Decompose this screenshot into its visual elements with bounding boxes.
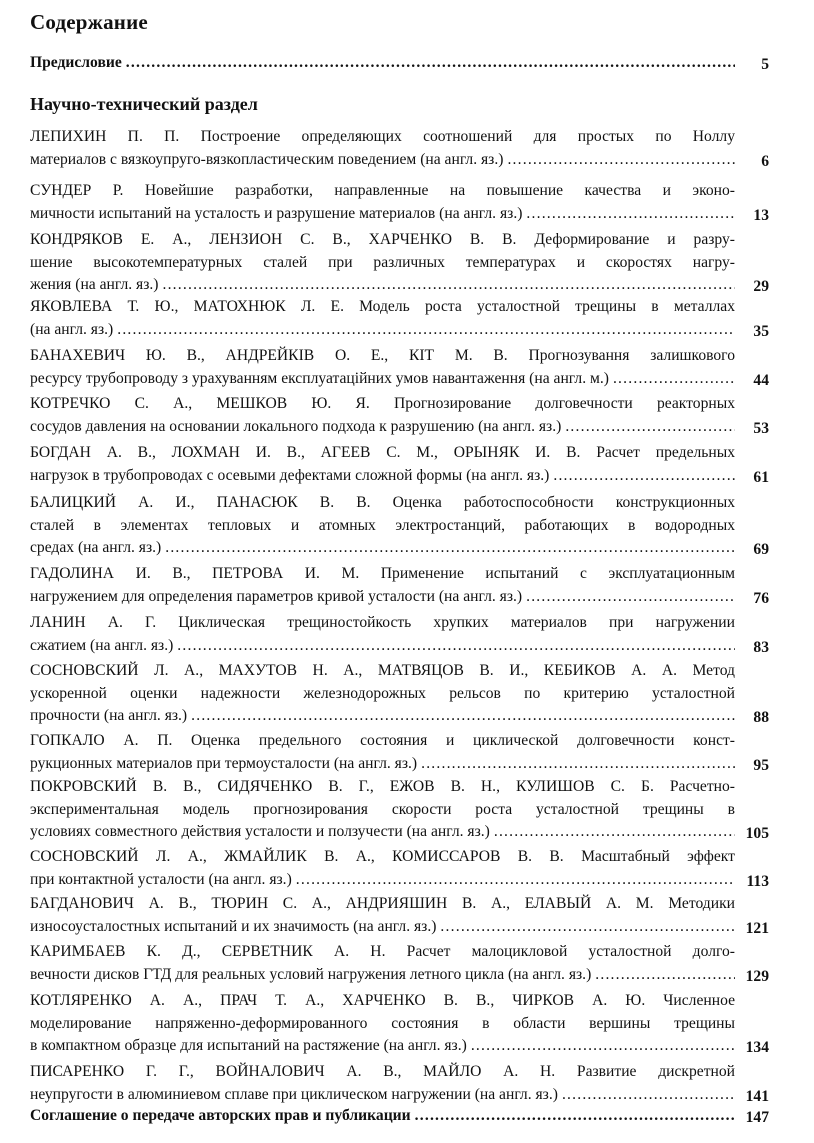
entry-text: в компактном образце для испытаний на растяжение (на англ. яз.): [30, 1037, 467, 1055]
toc-entry: [30, 941, 769, 986]
toc-entry: [30, 296, 769, 341]
entry-line: ЛАНИН А. Г. Циклическая трещиностойкость хрупких материалов при нагружении: [30, 614, 735, 631]
entry-line: СУНДЕР Р. Новейшие разработки, направленные на повышение качества и эконо-: [30, 182, 735, 199]
entry-line: [30, 52, 735, 75]
entry-line: ПОКРОВСКИЙ В. В., СИДЯЧЕНКО В. Г., ЕЖОВ В. Н., КУЛИШОВ С. Б. Расчетно-: [30, 778, 735, 795]
entry-text: сжатием (на англ. яз.): [30, 636, 174, 654]
entry-line: [30, 821, 735, 844]
entry-text: средах (на англ. яз.): [30, 539, 162, 557]
page-number: 129: [745, 967, 769, 985]
entry-text: неупругости в алюминиевом сплаве при циклическом нагружении (на англ. яз.): [30, 1085, 558, 1103]
dot-leader: [162, 274, 735, 297]
entry-text: рукционных материалов при термоусталости (на англ. яз.): [30, 754, 418, 772]
entry-text: Соглашение о передаче авторских прав и публикации: [30, 1107, 411, 1124]
entry-line: [30, 964, 735, 987]
dot-leader: [165, 537, 735, 560]
contents-heading: Содержание: [30, 10, 148, 34]
entry-text: ресурсу трубопроводу з урахуванням експлуатаційних умов навантаження (на англ. м.): [30, 369, 609, 387]
toc-entry: [30, 660, 769, 728]
dot-leader: [415, 1105, 735, 1128]
dot-leader: [126, 52, 735, 75]
page-number: 69: [753, 541, 769, 559]
page-number: 134: [745, 1039, 769, 1057]
entry-text: прочности (на англ. яз.): [30, 707, 188, 725]
toc-entry-agreement: [30, 1105, 769, 1128]
toc-entry: [30, 393, 769, 438]
toc-entry: [30, 229, 769, 297]
entry-line: [30, 149, 735, 172]
entry-text: нагружением для определения параметров кривой усталости (на англ. яз.): [30, 587, 523, 605]
entry-line: [30, 869, 735, 892]
toc-entry: [30, 126, 769, 171]
toc-entry: [30, 1061, 769, 1106]
toc-entry: [30, 492, 769, 560]
entry-line: [30, 416, 735, 439]
page-number: 53: [753, 419, 769, 437]
entry-line: экспериментальная модель прогнозирования скорости роста усталостной трещины в: [30, 800, 735, 818]
entry-line: [30, 916, 735, 939]
page-number: 6: [761, 152, 769, 170]
dot-leader: [177, 635, 735, 658]
entry-line: [30, 1105, 735, 1128]
entry-text: жения (на англ. яз.): [30, 276, 159, 294]
page-number: 95: [753, 756, 769, 774]
entry-line: ПИСАРЕНКО Г. Г., ВОЙНАЛОВИЧ А. В., МАЙЛО А. Н. Развитие дискретной: [30, 1063, 735, 1080]
entry-text: условиях совместного действия усталости и ползучести (на англ. яз.): [30, 823, 490, 841]
toc-entry: [30, 563, 769, 608]
entry-line: сталей в элементах тепловых и атомных электростанций, работающих в водородных: [30, 516, 735, 534]
page-number: 61: [753, 468, 769, 486]
entry-line: [30, 635, 735, 658]
entry-line: [30, 368, 735, 391]
dot-leader: [526, 203, 735, 226]
entry-line: ГОПКАЛО А. П. Оценка предельного состояния и циклической долговечности конст-: [30, 732, 735, 749]
entry-text: Предисловие: [30, 54, 122, 71]
entry-line: [30, 705, 735, 728]
page-number: 29: [753, 278, 769, 296]
entry-line: БАЛИЦКИЙ А. И., ПАНАСЮК В. В. Оценка работоспособности конструкционных: [30, 494, 735, 511]
entry-text: износоусталостных испытаний и их значимость (на англ. яз.): [30, 917, 437, 935]
dot-leader: [296, 869, 735, 892]
entry-text: нагрузок в трубопроводах с осевыми дефектами сложной формы (на англ. яз.): [30, 466, 550, 484]
entry-line: ЛЕПИХИН П. П. Построение определяющих соотношений для простых по Ноллу: [30, 128, 735, 145]
dot-leader: [507, 149, 735, 172]
page-number: 83: [753, 638, 769, 656]
page-number: 76: [753, 589, 769, 607]
toc-entry: [30, 846, 769, 891]
page-number: 105: [745, 825, 769, 843]
entry-line: [30, 1084, 735, 1107]
entry-line: БАГДАНОВИЧ А. В., ТЮРИН С. А., АНДРИЯШИН В. А., ЕЛАВЫЙ А. М. Методики: [30, 895, 735, 912]
dot-leader: [565, 416, 735, 439]
entry-text: мичности испытаний на усталость и разрушение материалов (на англ. яз.): [30, 204, 523, 222]
entry-line: КОНДРЯКОВ Е. А., ЛЕНЗИОН С. В., ХАРЧЕНКО В. В. Деформирование и разру-: [30, 231, 735, 248]
dot-leader: [595, 964, 735, 987]
entry-line: ускоренной оценки надежности железнодорожных рельсов по критерию усталостной: [30, 684, 735, 702]
entry-line: ЯКОВЛЕВА Т. Ю., МАТОХНЮК Л. Е. Модель роста усталостной трещины в металлах: [30, 298, 735, 315]
dot-leader: [526, 586, 735, 609]
dot-leader: [191, 705, 735, 728]
entry-text: материалов с вязкоупруго-вязкопластическим поведением (на англ. яз.): [30, 150, 504, 168]
toc-entry: [30, 442, 769, 487]
toc-entry: [30, 612, 769, 657]
entry-text: (на англ. яз.): [30, 320, 114, 338]
entry-line: [30, 203, 735, 226]
page-number: 44: [753, 371, 769, 389]
entry-line: ГАДОЛИНА И. В., ПЕТРОВА И. М. Применение испытаний с эксплуатационным: [30, 565, 735, 582]
toc-entry: [30, 776, 769, 844]
page-number: 121: [745, 919, 769, 937]
page-number: 5: [761, 56, 769, 73]
page-number: 147: [745, 1109, 769, 1126]
page-number: 35: [753, 322, 769, 340]
entry-line: КОТРЕЧКО С. А., МЕШКОВ Ю. Я. Прогнозирование долговечности реакторных: [30, 395, 735, 412]
toc-entry: [30, 345, 769, 390]
page-number: 13: [753, 206, 769, 224]
dot-leader: [117, 319, 735, 342]
dot-leader: [421, 753, 735, 776]
entry-text: при контактной усталости (на англ. яз.): [30, 870, 292, 888]
entry-line: СОСНОВСКИЙ Л. А., ЖМАЙЛИК В. А., КОМИССАРОВ В. В. Масштабный эффект: [30, 848, 735, 865]
dot-leader: [613, 368, 735, 391]
entry-line: [30, 537, 735, 560]
entry-line: КОТЛЯРЕНКО А. А., ПРАЧ Т. А., ХАРЧЕНКО В. В., ЧИРКОВ А. Ю. Численное: [30, 992, 735, 1009]
toc-entry: [30, 180, 769, 225]
entry-line: моделирование напряженно-деформированного состояния в области вершины трещины: [30, 1014, 735, 1032]
toc-entry: [30, 893, 769, 938]
page-number: 113: [746, 872, 769, 890]
entry-line: [30, 1035, 735, 1058]
entry-line: БОГДАН А. В., ЛОХМАН И. В., АГЕЕВ С. М., ОРЫНЯК И. В. Расчет предельных: [30, 444, 735, 461]
dot-leader: [440, 916, 735, 939]
entry-line: КАРИМБАЕВ К. Д., СЕРВЕТНИК А. Н. Расчет малоцикловой усталостной долго-: [30, 943, 735, 960]
entry-line: шение высокотемпературных сталей при различных температурах и скоростях нагру-: [30, 253, 735, 271]
entry-line: [30, 274, 735, 297]
dot-leader: [494, 821, 735, 844]
entry-text: сосудов давления на основании локального подхода к разрушению (на англ. яз.): [30, 417, 562, 435]
entry-line: [30, 753, 735, 776]
entry-text: вечности дисков ГТД для реальных условий нагружения летного цикла (на англ. яз.): [30, 965, 592, 983]
toc-entry: [30, 990, 769, 1058]
entry-line: [30, 465, 735, 488]
entry-line: [30, 586, 735, 609]
page-number: 88: [753, 709, 769, 727]
toc-entry: [30, 730, 769, 775]
section-title: Научно-технический раздел: [30, 94, 258, 114]
dot-leader: [562, 1084, 735, 1107]
toc-entry-preface: [30, 52, 769, 75]
page-number: 141: [745, 1087, 769, 1105]
entry-line: СОСНОВСКИЙ Л. А., МАХУТОВ Н. А., МАТВЯЦОВ В. И., КЕБИКОВ А. А. Метод: [30, 662, 735, 679]
entry-line: БАНАХЕВИЧ Ю. В., АНДРЕЙКІВ О. Е., КІТ М. В. Прогнозування залишкового: [30, 347, 735, 364]
entry-line: [30, 319, 735, 342]
dot-leader: [471, 1035, 735, 1058]
dot-leader: [553, 465, 735, 488]
